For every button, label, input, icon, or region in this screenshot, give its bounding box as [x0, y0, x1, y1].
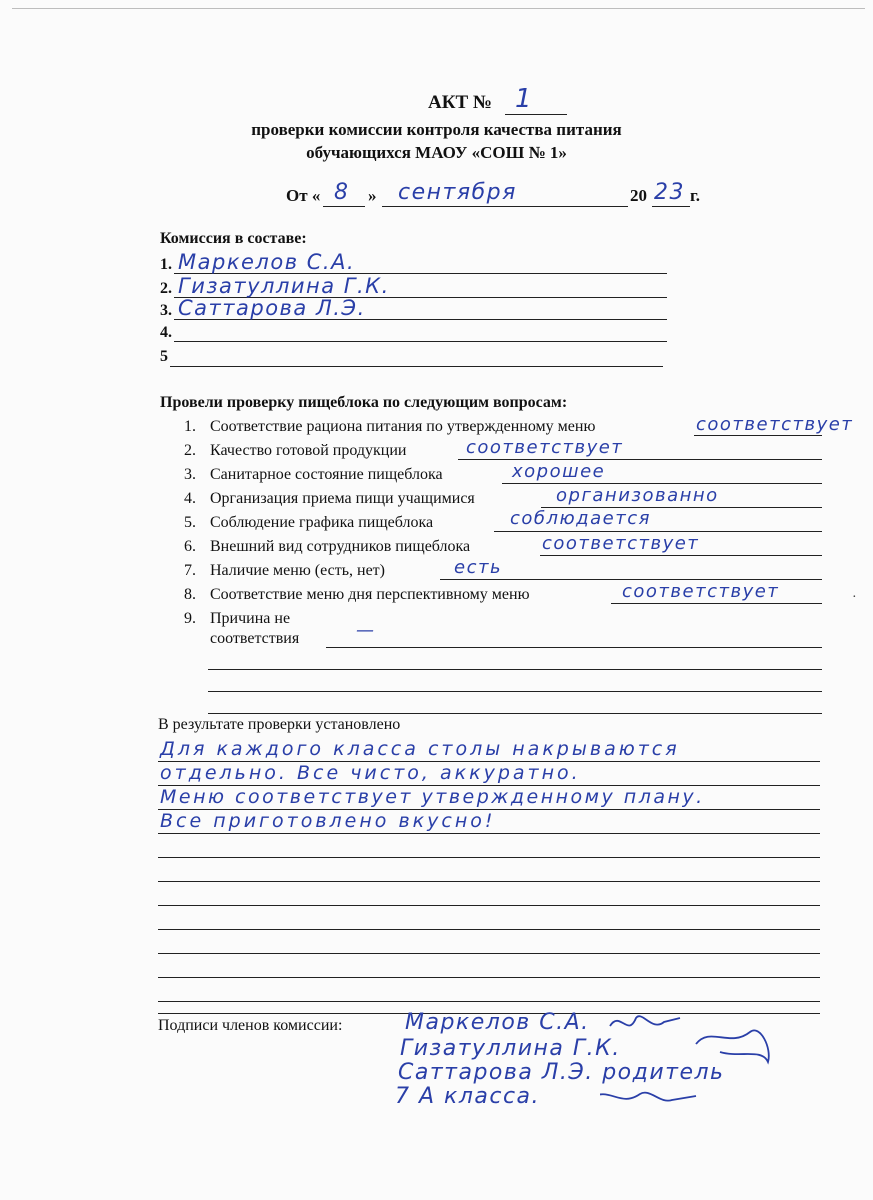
inspection-heading: Провели проверку пищеблока по следующим вопросам:: [160, 394, 568, 411]
question-answer: соответствует: [622, 581, 780, 602]
result-heading: В результате проверки установлено: [158, 716, 401, 733]
date-prefix: От «: [286, 186, 321, 205]
question-answer: организованно: [556, 485, 719, 506]
date-year-tail: г.: [690, 186, 701, 205]
akt-number: 1: [515, 84, 534, 114]
reason-line: [208, 669, 822, 670]
result-text: Меню соответствует утвержденному плану.: [160, 786, 705, 808]
answer-line: [502, 483, 822, 484]
answer-line: [440, 579, 822, 580]
member-name: Гизатуллина Г.К.: [178, 274, 390, 298]
result-line: [158, 833, 820, 834]
reason-line: [326, 647, 822, 648]
signature-scribbles: [600, 1008, 800, 1118]
date-year-prefix: 20: [630, 186, 647, 205]
question-num: 2.: [184, 442, 196, 459]
member-num: 2.: [160, 280, 172, 297]
question-text: Соответствие рациона питания по утвержденному меню: [210, 418, 596, 435]
signature-line: 7 А класса.: [395, 1084, 541, 1109]
question-text: Наличие меню (есть, нет): [210, 562, 385, 579]
answer-line: [458, 459, 822, 460]
date-year-underline: [652, 206, 690, 207]
question-answer: соблюдается: [510, 508, 651, 529]
question-text: Соответствие меню дня перспективному меню: [210, 586, 530, 603]
question-num: 8.: [184, 586, 196, 603]
result-line: [158, 1001, 820, 1002]
reason-label: соответствия: [210, 630, 300, 647]
question-text: Внешний вид сотрудников пищеблока: [210, 538, 471, 555]
page-top-edge: [12, 8, 865, 9]
answer-line: [694, 435, 822, 436]
question-num: 6.: [184, 538, 196, 555]
member-name: Саттарова Л.Э.: [178, 296, 366, 320]
subtitle-line2: обучающихся МАОУ «СОШ № 1»: [306, 143, 567, 162]
result-text: отдельно. Все чисто, аккуратно.: [160, 762, 581, 784]
answer-line: [611, 603, 822, 604]
result-line: [158, 905, 820, 906]
reason-line: [208, 713, 822, 714]
result-line: [158, 953, 820, 954]
question-text: Причина не: [210, 610, 291, 627]
signature-scribble-1: [610, 1016, 680, 1026]
subtitle-line1: проверки комиссии контроля качества питания: [251, 120, 622, 139]
signature-line: Гизатуллина Г.К.: [400, 1036, 621, 1061]
date-close-quote: »: [368, 186, 377, 205]
question-answer: соответствует: [542, 533, 700, 554]
answer-line: [540, 555, 822, 556]
member-num: 1.: [160, 256, 172, 273]
result-text: Все приготовлено вкусно!: [160, 810, 496, 832]
member-num: 3.: [160, 302, 172, 319]
signature-line: Саттарова Л.Э. родитель: [398, 1060, 725, 1085]
question-text: Качество готовой продукции: [210, 442, 407, 459]
signature-scribble-2: [696, 1030, 769, 1062]
date-month: сентября: [398, 180, 517, 205]
commission-heading: Комиссия в составе:: [160, 230, 307, 247]
question-num: 1.: [184, 418, 196, 435]
scan-dot-mark: ·: [852, 590, 857, 605]
question-answer: хорошее: [512, 461, 606, 482]
question-num: 9.: [184, 610, 196, 627]
question-num: 3.: [184, 466, 196, 483]
result-line: [158, 857, 820, 858]
answer-line: [494, 531, 822, 532]
question-text: Организация приема пищи учащимися: [210, 490, 475, 507]
signature-scribble-3: [600, 1093, 696, 1101]
reason-line: [208, 691, 822, 692]
date-month-underline: [382, 206, 628, 207]
date-day: 8: [334, 180, 350, 205]
member-num: 5: [160, 348, 168, 365]
question-num: 4.: [184, 490, 196, 507]
question-text: Соблюдение графика пищеблока: [210, 514, 434, 531]
member-line: [174, 341, 667, 342]
question-num: 7.: [184, 562, 196, 579]
result-line: [158, 881, 820, 882]
signature-line: Маркелов С.А.: [405, 1010, 590, 1035]
date-day-underline: [323, 206, 365, 207]
akt-label: АКТ №: [428, 92, 493, 113]
member-name: Маркелов С.А.: [178, 250, 356, 274]
question-answer: соответствует: [466, 437, 624, 458]
member-num: 4.: [160, 324, 172, 341]
result-text: Для каждого класса столы накрываются: [160, 738, 680, 760]
member-line: [170, 366, 663, 367]
reason-answer: —: [356, 620, 376, 641]
result-line: [158, 977, 820, 978]
result-line: [158, 929, 820, 930]
signatures-label: Подписи членов комиссии:: [158, 1017, 343, 1034]
question-answer: соответствует: [696, 414, 854, 435]
question-text: Санитарное состояние пищеблока: [210, 466, 443, 483]
date-year-suffix: 23: [654, 180, 685, 205]
question-answer: есть: [454, 557, 503, 578]
question-num: 5.: [184, 514, 196, 531]
akt-number-underline: [505, 114, 567, 115]
